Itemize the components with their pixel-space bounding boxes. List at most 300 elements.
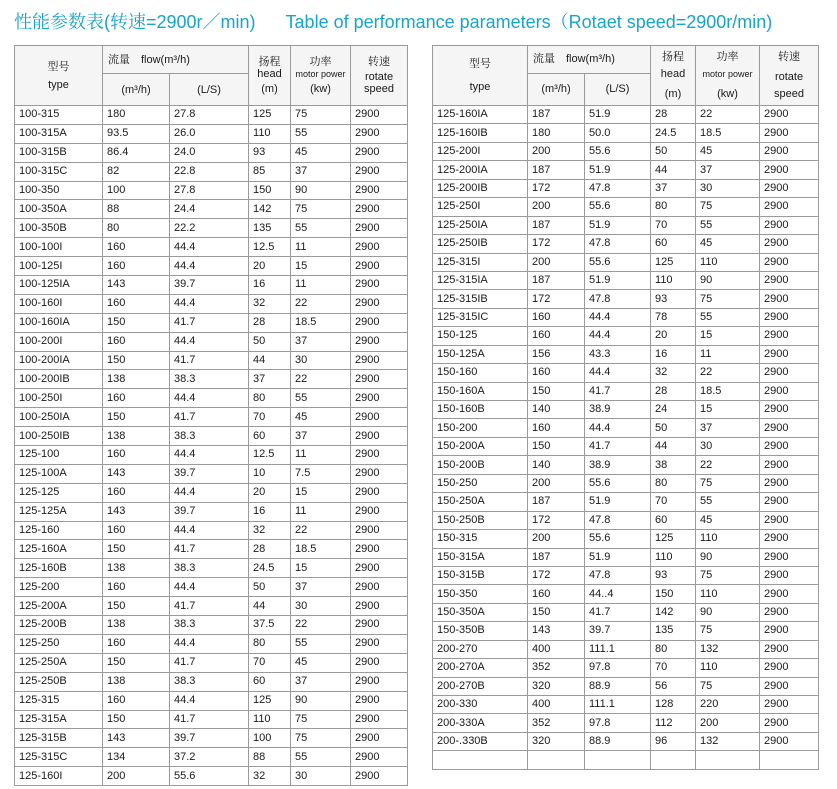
cell-flow-ls: 44.4 — [585, 364, 651, 382]
cell-flow-m3h: 82 — [103, 162, 170, 181]
cell-speed: 2900 — [351, 276, 408, 295]
cell-speed: 2900 — [760, 622, 819, 640]
head-header: 扬程 head (m) — [249, 46, 291, 106]
cell-flow-ls: 44.4 — [170, 238, 249, 257]
cell-power: 55 — [291, 219, 351, 238]
cell-head: 80 — [651, 198, 696, 216]
cell-power — [696, 751, 760, 769]
table-row — [15, 332, 408, 351]
cell-flow-m3h: 150 — [103, 597, 170, 616]
table-row — [15, 748, 408, 767]
power-header: 功率 motor power (kw) — [696, 46, 760, 106]
cell-flow-m3h: 150 — [528, 382, 585, 400]
cell-flow-ls: 41.7 — [585, 437, 651, 455]
cell-flow-m3h: 180 — [103, 106, 170, 125]
table-row — [433, 474, 819, 492]
cell-speed: 2900 — [760, 124, 819, 142]
cell-flow-m3h: 187 — [528, 106, 585, 124]
cell-head: 44 — [651, 437, 696, 455]
cell-type: 125-200A — [15, 597, 103, 616]
cell-flow-ls: 41.7 — [170, 351, 249, 370]
cell-flow-ls: 44.4 — [170, 332, 249, 351]
cell-flow-ls: 39.7 — [170, 276, 249, 295]
cell-power: 11 — [291, 502, 351, 521]
cell-power: 37 — [291, 672, 351, 691]
cell-head: 50 — [249, 578, 291, 597]
cell-flow-m3h: 172 — [528, 566, 585, 584]
performance-table-right — [432, 45, 819, 770]
cell-speed: 2900 — [760, 345, 819, 363]
cell-speed: 2900 — [760, 437, 819, 455]
cell-power: 75 — [696, 677, 760, 695]
cell-speed: 2900 — [351, 597, 408, 616]
cell-flow-ls: 39.7 — [585, 622, 651, 640]
cell-head: 110 — [249, 124, 291, 143]
cell-power: 90 — [696, 603, 760, 621]
cell-speed: 2900 — [351, 483, 408, 502]
cell-flow-ls: 47.8 — [585, 290, 651, 308]
cell-head: 28 — [651, 382, 696, 400]
cell-type: 150-350A — [433, 603, 528, 621]
cell-type: 125-125A — [15, 502, 103, 521]
cell-flow-m3h: 200 — [103, 767, 170, 786]
cell-flow-m3h: 187 — [528, 271, 585, 289]
cell-power: 55 — [696, 493, 760, 511]
cell-power: 90 — [291, 691, 351, 710]
cell-speed: 2900 — [351, 521, 408, 540]
cell-type: 200-330A — [433, 714, 528, 732]
cell-flow-ls: 44.4 — [170, 446, 249, 465]
cell-type: 125-250A — [15, 653, 103, 672]
cell-head: 10 — [249, 464, 291, 483]
cell-type: 125-315A — [15, 710, 103, 729]
cell-flow-m3h: 160 — [528, 585, 585, 603]
cell-power: 110 — [696, 659, 760, 677]
cell-speed: 2900 — [760, 640, 819, 658]
cell-speed: 2900 — [351, 559, 408, 578]
table-row — [433, 659, 819, 677]
table-row — [15, 710, 408, 729]
cell-type: 200-.330B — [433, 732, 528, 750]
cell-head: 60 — [651, 235, 696, 253]
cell-type: 100-315B — [15, 143, 103, 162]
cell-power: 18.5 — [696, 124, 760, 142]
flow-ls-header: (L/S) — [170, 74, 249, 106]
cell-speed: 2900 — [351, 389, 408, 408]
cell-type: 100-125IA — [15, 276, 103, 295]
cell-flow-m3h: 352 — [528, 714, 585, 732]
cell-head: 142 — [249, 200, 291, 219]
cell-speed: 2900 — [760, 198, 819, 216]
cell-flow-m3h: 156 — [528, 345, 585, 363]
cell-power: 110 — [696, 253, 760, 271]
cell-head: 110 — [249, 710, 291, 729]
cell-power: 90 — [291, 181, 351, 200]
cell-flow-ls: 38.9 — [585, 456, 651, 474]
cell-speed: 2900 — [351, 729, 408, 748]
cell-flow-ls: 38.9 — [585, 401, 651, 419]
cell-type: 125-250IB — [433, 235, 528, 253]
cell-flow-m3h: 86.4 — [103, 143, 170, 162]
cell-flow-m3h: 200 — [528, 142, 585, 160]
table-row — [433, 179, 819, 197]
cell-flow-m3h: 160 — [103, 446, 170, 465]
cell-type: 125-315IB — [433, 290, 528, 308]
cell-power: 45 — [696, 511, 760, 529]
cell-flow-ls: 41.7 — [170, 710, 249, 729]
cell-power: 55 — [291, 389, 351, 408]
table-row — [433, 456, 819, 474]
cell-head: 56 — [651, 677, 696, 695]
cell-power: 200 — [696, 714, 760, 732]
cell-speed: 2900 — [760, 659, 819, 677]
table-row — [433, 511, 819, 529]
table-row — [15, 238, 408, 257]
cell-type: 100-250IB — [15, 427, 103, 446]
cell-flow-m3h: 200 — [528, 530, 585, 548]
cell-head: 70 — [651, 659, 696, 677]
cell-flow-ls: 41.7 — [170, 408, 249, 427]
table-row — [433, 198, 819, 216]
cell-flow-m3h: 160 — [103, 691, 170, 710]
table-row — [15, 483, 408, 502]
cell-flow-ls: 44.4 — [585, 327, 651, 345]
cell-type: 125-315IA — [433, 271, 528, 289]
cell-flow-m3h: 187 — [528, 548, 585, 566]
cell-type: 150-125A — [433, 345, 528, 363]
cell-speed: 2900 — [760, 603, 819, 621]
cell-head: 24.5 — [651, 124, 696, 142]
table-header — [433, 46, 819, 106]
cell-flow-m3h: 160 — [103, 294, 170, 313]
cell-type: 125-160 — [15, 521, 103, 540]
performance-table-left — [14, 45, 408, 786]
cell-head — [651, 751, 696, 769]
cell-flow-ls: 41.7 — [170, 597, 249, 616]
table-row — [15, 559, 408, 578]
cell-flow-m3h: 138 — [103, 672, 170, 691]
table-row — [15, 351, 408, 370]
cell-head: 110 — [651, 271, 696, 289]
cell-head: 44 — [249, 351, 291, 370]
cell-type: 125-200IA — [433, 161, 528, 179]
table-row — [15, 729, 408, 748]
cell-flow-ls: 50.0 — [585, 124, 651, 142]
cell-flow-m3h: 138 — [103, 559, 170, 578]
cell-speed: 2900 — [351, 408, 408, 427]
cell-power: 30 — [291, 597, 351, 616]
table-row — [15, 294, 408, 313]
cell-flow-m3h: 150 — [103, 351, 170, 370]
cell-head: 112 — [651, 714, 696, 732]
table-row — [433, 382, 819, 400]
cell-speed: 2900 — [760, 585, 819, 603]
cell-flow-m3h: 320 — [528, 732, 585, 750]
cell-head: 80 — [249, 634, 291, 653]
cell-speed: 2900 — [760, 456, 819, 474]
cell-head: 28 — [249, 313, 291, 332]
cell-speed: 2900 — [760, 696, 819, 714]
cell-flow-m3h: 160 — [103, 521, 170, 540]
cell-type: 125-250I — [433, 198, 528, 216]
cell-flow-m3h: 134 — [103, 748, 170, 767]
cell-power: 22 — [696, 106, 760, 124]
cell-power: 55 — [696, 308, 760, 326]
cell-power: 132 — [696, 640, 760, 658]
cell-type: 100-350A — [15, 200, 103, 219]
cell-flow-ls: 44.4 — [170, 389, 249, 408]
cell-power: 30 — [696, 179, 760, 197]
cell-flow-ls: 24.0 — [170, 143, 249, 162]
table-row — [15, 597, 408, 616]
cell-head: 135 — [651, 622, 696, 640]
cell-flow-ls: 44.4 — [170, 578, 249, 597]
cell-head: 96 — [651, 732, 696, 750]
table-body-right — [433, 106, 819, 770]
cell-type: 125-200B — [15, 616, 103, 635]
flow-header: 流量 flow(m³/h) — [528, 46, 651, 74]
cell-type: 125-315C — [15, 748, 103, 767]
cell-flow-m3h: 180 — [528, 124, 585, 142]
cell-head: 32 — [249, 294, 291, 313]
cell-flow-m3h: 200 — [528, 253, 585, 271]
cell-flow-ls: 44.4 — [170, 634, 249, 653]
cell-speed: 2900 — [351, 710, 408, 729]
cell-flow-m3h: 160 — [528, 327, 585, 345]
cell-speed: 2900 — [351, 446, 408, 465]
cell-speed: 2900 — [351, 143, 408, 162]
table-row — [433, 142, 819, 160]
cell-type — [433, 751, 528, 769]
title-en: Table of performance parameters（Rotaet speed=2900r/min) — [285, 12, 773, 32]
cell-type: 125-160A — [15, 540, 103, 559]
cell-power: 220 — [696, 696, 760, 714]
cell-speed: 2900 — [351, 672, 408, 691]
cell-type: 150-160B — [433, 401, 528, 419]
cell-head: 150 — [249, 181, 291, 200]
cell-flow-ls: 38.3 — [170, 559, 249, 578]
cell-speed: 2900 — [351, 124, 408, 143]
cell-flow-ls: 55.6 — [585, 253, 651, 271]
table-row — [433, 677, 819, 695]
table-row — [433, 327, 819, 345]
cell-head: 28 — [249, 540, 291, 559]
cell-head: 100 — [249, 729, 291, 748]
cell-flow-m3h: 160 — [103, 483, 170, 502]
cell-flow-ls: 51.9 — [585, 216, 651, 234]
cell-head: 24 — [651, 401, 696, 419]
cell-head: 60 — [651, 511, 696, 529]
cell-flow-ls: 51.9 — [585, 161, 651, 179]
cell-type: 125-315B — [15, 729, 103, 748]
cell-type: 200-270 — [433, 640, 528, 658]
cell-flow-ls: 47.8 — [585, 511, 651, 529]
flow-m3h-header: (m³/h) — [103, 74, 170, 106]
cell-flow-m3h: 150 — [103, 653, 170, 672]
cell-speed: 2900 — [351, 294, 408, 313]
cell-flow-m3h: 172 — [528, 179, 585, 197]
cell-type: 150-160A — [433, 382, 528, 400]
cell-head: 12.5 — [249, 446, 291, 465]
table-row — [433, 216, 819, 234]
title-cn: 性能参数表(转速=2900r／min) — [14, 12, 256, 32]
cell-speed: 2900 — [351, 427, 408, 446]
cell-flow-m3h: 160 — [103, 332, 170, 351]
cell-flow-m3h: 93.5 — [103, 124, 170, 143]
cell-flow-ls: 27.8 — [170, 181, 249, 200]
cell-type: 150-200 — [433, 419, 528, 437]
cell-flow-m3h: 150 — [528, 603, 585, 621]
cell-flow-m3h: 160 — [103, 634, 170, 653]
cell-head: 32 — [651, 364, 696, 382]
cell-flow-m3h: 80 — [103, 219, 170, 238]
cell-head: 20 — [249, 483, 291, 502]
cell-speed: 2900 — [760, 493, 819, 511]
cell-flow-m3h: 400 — [528, 640, 585, 658]
type-header: 型号 type — [433, 46, 528, 106]
cell-flow-m3h: 160 — [528, 364, 585, 382]
cell-speed: 2900 — [760, 419, 819, 437]
cell-flow-ls: 26.0 — [170, 124, 249, 143]
cell-head: 60 — [249, 672, 291, 691]
table-row — [15, 389, 408, 408]
table-row — [433, 530, 819, 548]
cell-flow-ls: 51.9 — [585, 548, 651, 566]
cell-power: 22 — [291, 521, 351, 540]
cell-power: 22 — [291, 616, 351, 635]
cell-power: 11 — [291, 238, 351, 257]
power-header: 功率 motor power (kw) — [291, 46, 351, 106]
cell-speed: 2900 — [760, 566, 819, 584]
table-row — [15, 219, 408, 238]
table-row — [433, 640, 819, 658]
cell-type: 100-200IB — [15, 370, 103, 389]
cell-head: 37 — [249, 370, 291, 389]
cell-speed: 2900 — [760, 714, 819, 732]
cell-type: 200-270A — [433, 659, 528, 677]
table-row — [433, 345, 819, 363]
table-row — [15, 181, 408, 200]
cell-type: 100-250I — [15, 389, 103, 408]
cell-power: 11 — [291, 446, 351, 465]
cell-power: 75 — [696, 290, 760, 308]
cell-flow-m3h: 187 — [528, 493, 585, 511]
cell-power: 45 — [696, 235, 760, 253]
cell-flow-ls: 88.9 — [585, 677, 651, 695]
cell-head: 85 — [249, 162, 291, 181]
cell-power: 55 — [291, 748, 351, 767]
cell-power: 132 — [696, 732, 760, 750]
cell-type: 125-200IB — [433, 179, 528, 197]
cell-flow-ls: 39.7 — [170, 502, 249, 521]
cell-head: 38 — [651, 456, 696, 474]
cell-type: 150-350 — [433, 585, 528, 603]
table-row — [433, 585, 819, 603]
table-row — [433, 253, 819, 271]
cell-power: 18.5 — [291, 540, 351, 559]
cell-speed: 2900 — [351, 257, 408, 276]
cell-head: 80 — [249, 389, 291, 408]
cell-flow-m3h: 187 — [528, 161, 585, 179]
cell-power: 18.5 — [291, 313, 351, 332]
table-row — [433, 419, 819, 437]
table-row — [433, 271, 819, 289]
cell-speed: 2900 — [351, 540, 408, 559]
cell-speed: 2900 — [760, 364, 819, 382]
cell-power: 110 — [696, 585, 760, 603]
cell-speed: 2900 — [351, 351, 408, 370]
cell-power: 75 — [696, 198, 760, 216]
cell-head: 93 — [249, 143, 291, 162]
cell-flow-m3h: 172 — [528, 511, 585, 529]
cell-type: 125-100 — [15, 446, 103, 465]
cell-flow-ls: 41.7 — [170, 313, 249, 332]
cell-type: 100-160I — [15, 294, 103, 313]
table-row — [433, 714, 819, 732]
cell-speed: 2900 — [760, 179, 819, 197]
cell-power: 55 — [291, 124, 351, 143]
cell-head: 16 — [249, 276, 291, 295]
table-row — [433, 437, 819, 455]
cell-power: 75 — [291, 200, 351, 219]
table-row — [433, 308, 819, 326]
cell-flow-m3h: 150 — [103, 313, 170, 332]
cell-head: 44 — [249, 597, 291, 616]
cell-speed: 2900 — [351, 653, 408, 672]
cell-power: 30 — [291, 767, 351, 786]
cell-power: 15 — [696, 327, 760, 345]
cell-type: 125-250B — [15, 672, 103, 691]
cell-head: 28 — [651, 106, 696, 124]
cell-flow-m3h: 150 — [528, 437, 585, 455]
cell-flow-ls: 27.8 — [170, 106, 249, 125]
cell-head: 93 — [651, 566, 696, 584]
table-row — [15, 634, 408, 653]
cell-type: 125-200 — [15, 578, 103, 597]
cell-flow-ls: 41.7 — [585, 603, 651, 621]
table-row — [15, 502, 408, 521]
cell-power: 75 — [291, 106, 351, 125]
cell-type: 150-125 — [433, 327, 528, 345]
cell-flow-m3h: 200 — [528, 474, 585, 492]
table-row — [433, 235, 819, 253]
cell-speed: 2900 — [760, 382, 819, 400]
cell-head: 80 — [651, 474, 696, 492]
cell-flow-ls: 47.8 — [585, 235, 651, 253]
flow-m3h-header: (m³/h) — [528, 74, 585, 106]
cell-head: 37 — [651, 179, 696, 197]
cell-head: 60 — [249, 427, 291, 446]
table-row — [433, 106, 819, 124]
cell-power: 45 — [696, 142, 760, 160]
cell-flow-ls: 111.1 — [585, 696, 651, 714]
cell-flow-ls: 44.4 — [585, 419, 651, 437]
cell-flow-ls: 38.3 — [170, 616, 249, 635]
cell-power: 30 — [291, 351, 351, 370]
cell-flow-ls: 111.1 — [585, 640, 651, 658]
cell-type: 100-250IA — [15, 408, 103, 427]
cell-power: 15 — [696, 401, 760, 419]
cell-type: 100-160IA — [15, 313, 103, 332]
table-row — [15, 540, 408, 559]
cell-speed: 2900 — [760, 474, 819, 492]
cell-flow-ls: 51.9 — [585, 106, 651, 124]
table-row — [433, 732, 819, 750]
table-row — [433, 622, 819, 640]
cell-type: 150-250B — [433, 511, 528, 529]
cell-speed: 2900 — [351, 370, 408, 389]
cell-flow-m3h: 160 — [103, 238, 170, 257]
